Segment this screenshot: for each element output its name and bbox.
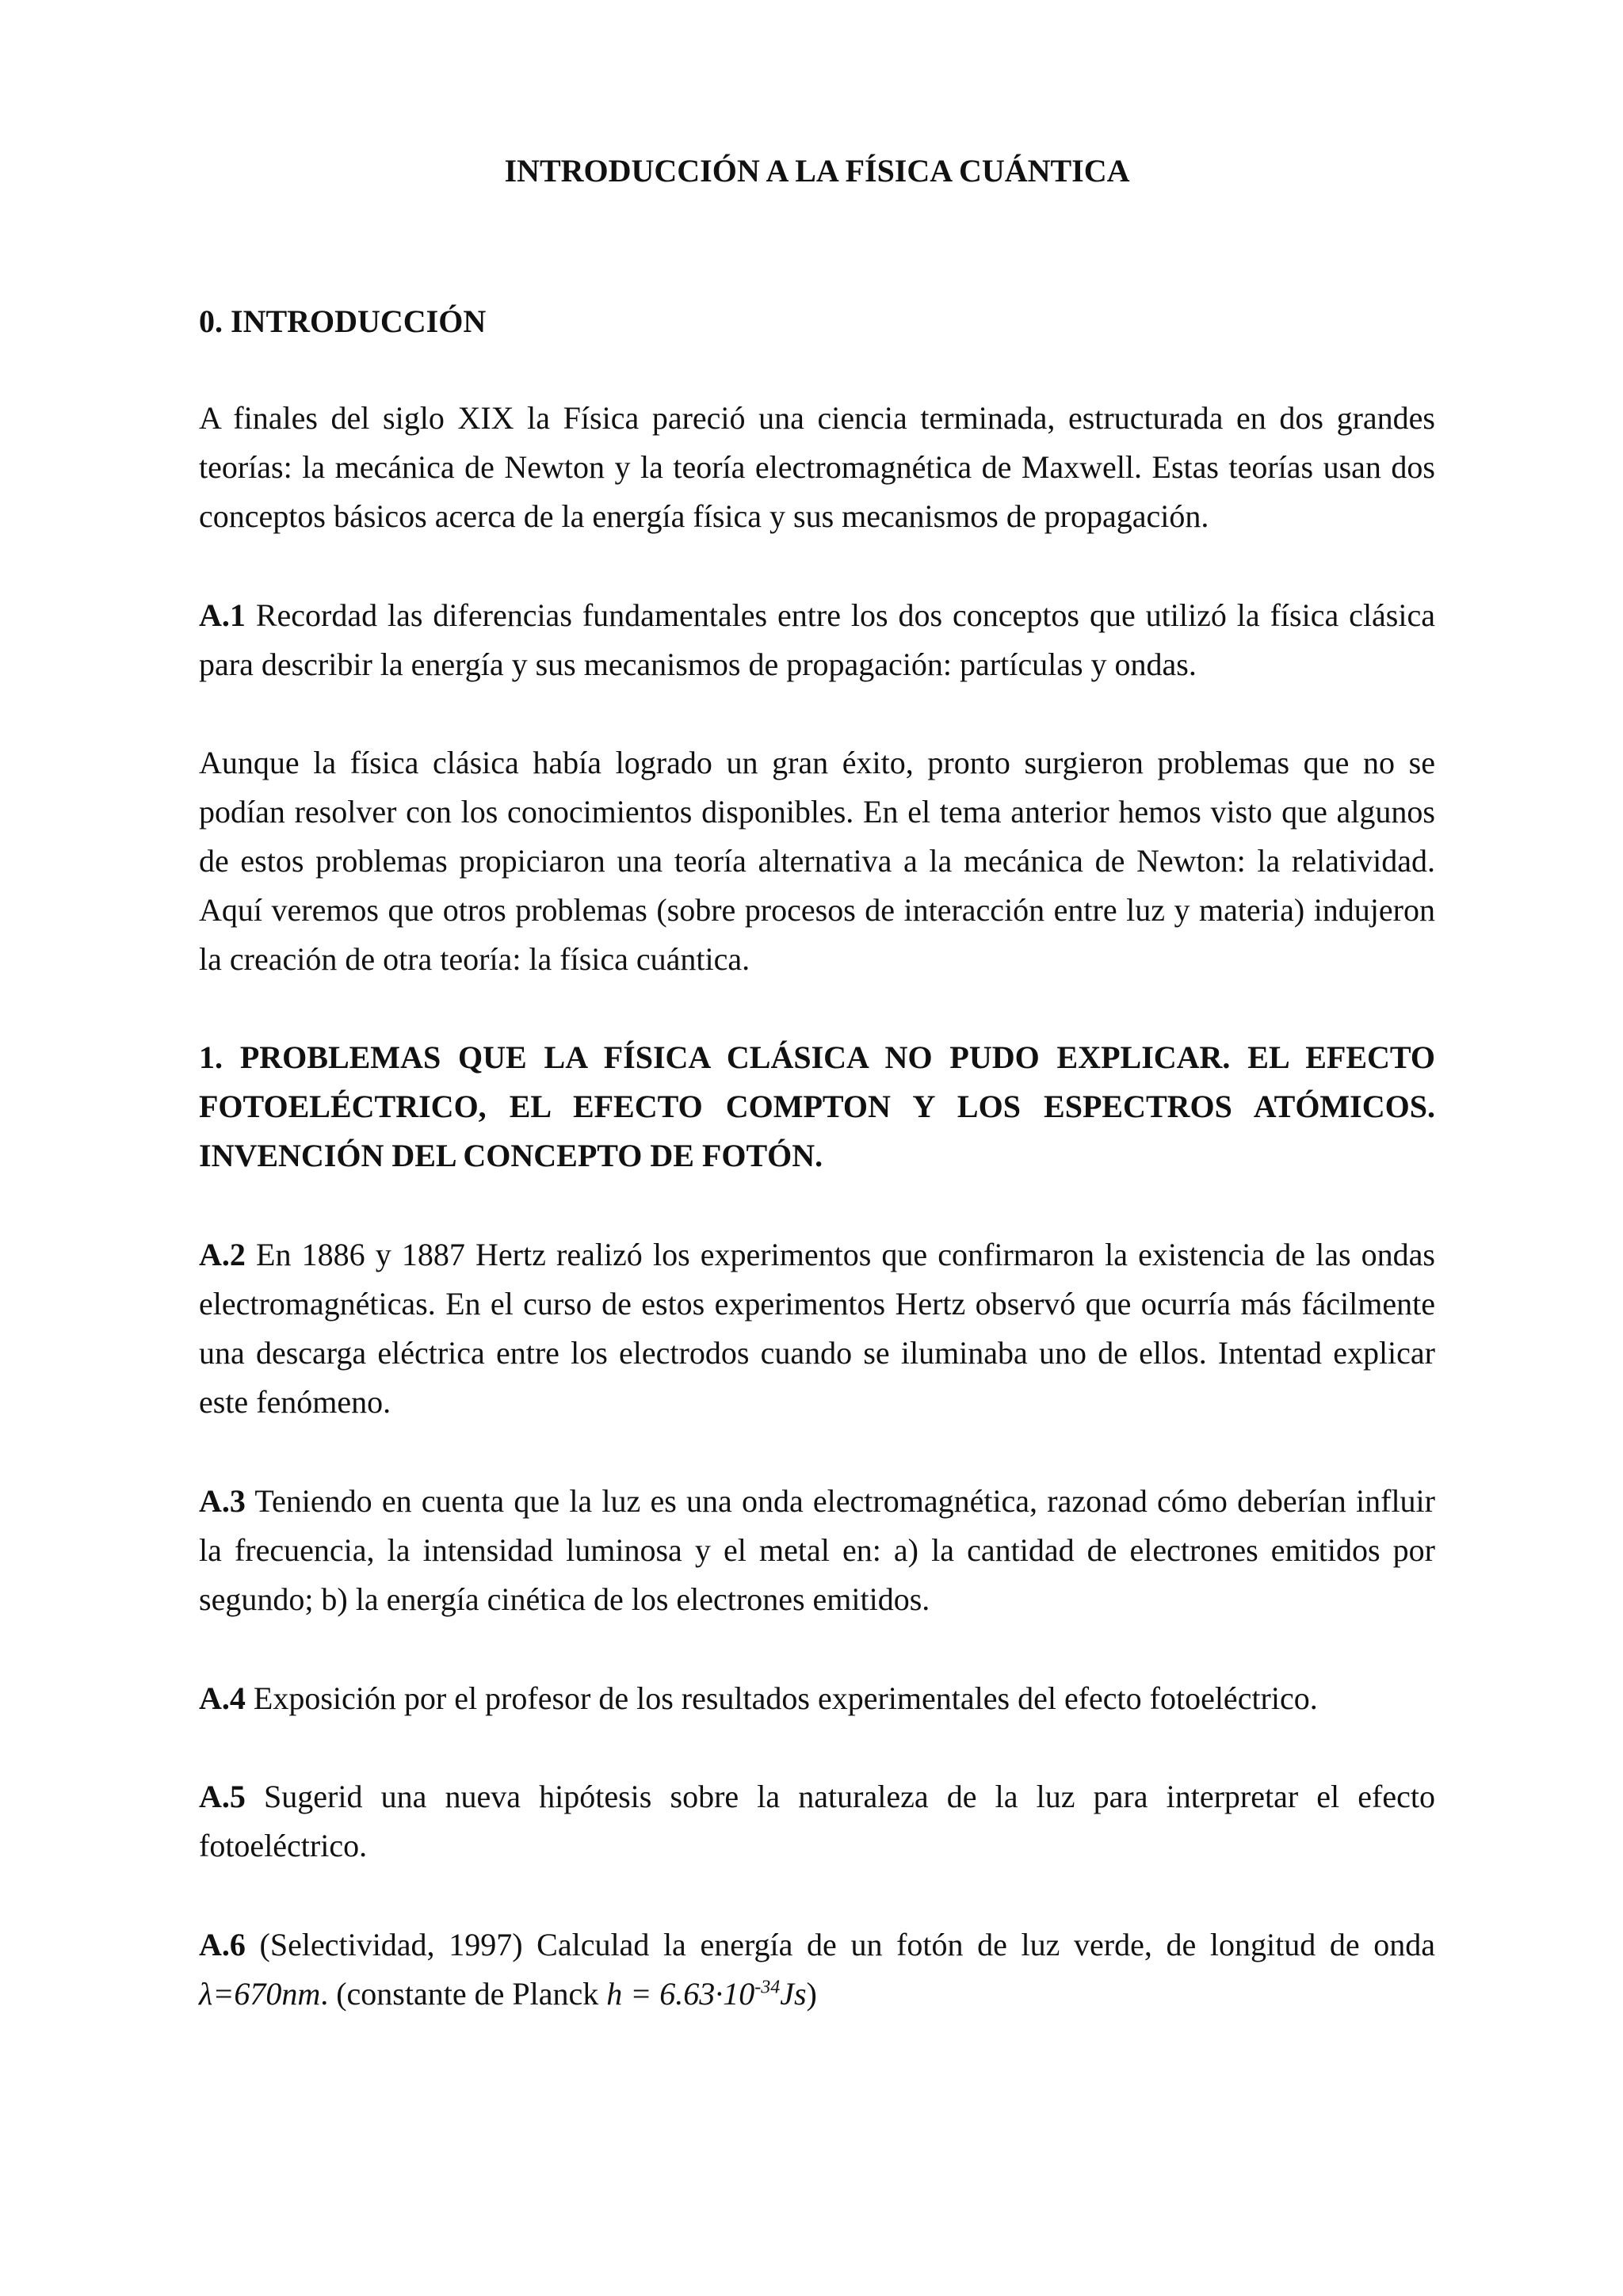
intro-paragraph: A finales del siglo XIX la Física pareció una ciencia terminada, estructurada en dos grandes teorías: la mecánica de Newton y la teoría electromagnética de Maxwell. Estas teorías usan dos conceptos básicos acerca de la energía física y sus mecanismos de propagación. [199,400,1435,534]
activity-text-middle: . (constante de Planck [320,1976,607,2012]
activity-text: Teniendo en cuenta que la luz es una onda electromagnética, razonad cómo deberían influir la frecuencia, la intensidad luminosa y el metal en: a) la cantidad de electrones emitidos por segundo; b) la energía cinética de los electrones emitidos. [199,1483,1435,1617]
activity-label: A.6 [199,1927,246,1962]
wavelength-value: λ=670nm [199,1976,321,2012]
planck-unit: Js [780,1976,807,2012]
activity-label: A.4 [199,1680,246,1716]
activity-a6 [199,1920,1435,2019]
activity-a2 [199,1230,1435,1427]
activity-a1 [199,591,1435,689]
document-title: INTRODUCCIÓN A LA FÍSICA CUÁNTICA [504,153,1130,189]
activity-a3 [199,1477,1435,1624]
activity-label: A.3 [199,1483,246,1519]
planck-constant-value: h = 6.63·10 [606,1976,755,2012]
activity-text-end: ) [806,1976,817,2012]
planck-exponent: -34 [754,1977,781,1998]
section-0-heading: 0. INTRODUCCIÓN [199,303,487,339]
activity-label: A.2 [199,1237,246,1272]
activity-text: En 1886 y 1887 Hertz realizó los experimentos que confirmaron la existencia de las ondas electromagnéticas. En el curso de estos experimentos Hertz observó que ocurría más fácilmente una descarga eléctrica entre los electrodos cuando se iluminaba uno de ellos. Intentad explicar este fenómeno. [199,1237,1435,1420]
activity-text: Exposición por el profesor de los resultados experimentales del efecto fotoeléctrico. [245,1680,1318,1716]
activity-text: Sugerid una nueva hipótesis sobre la naturaleza de la luz para interpretar el efecto fotoeléctrico. [199,1779,1435,1863]
classical-physics-paragraph: Aunque la física clásica había logrado un gran éxito, pronto surgieron problemas que no se podían resolver con los conocimientos disponibles. En el tema anterior hemos visto que algunos de estos problemas propiciaron una teoría alternativa a la mecánica de Newton: la relatividad. Aquí veremos que otros problemas (sobre procesos de interacción entre luz y materia) indujeron la creación de otra teoría: la física cuántica. [199,745,1435,977]
section-1-heading [199,1033,1435,1180]
activity-a4 [199,1674,1435,1723]
activity-text: (Selectividad, 1997) Calculad la energía de un fotón de luz verde, de longitud de onda [245,1927,1435,1962]
activity-label: A.1 [199,597,246,633]
activity-text: Recordad las diferencias fundamentales entre los dos conceptos que utilizó la física clásica para describir la energía y sus mecanismos de propagación: partículas y ondas. [199,597,1435,682]
activity-a5 [199,1772,1435,1871]
section-1-heading-text: 1. PROBLEMAS QUE LA FÍSICA CLÁSICA NO PUDO EXPLICAR. EL EFECTO FOTOELÉCTRICO, EL EFECTO COMPTON Y LOS ESPECTROS ATÓMICOS. INVENCIÓN DEL CONCEPTO DE FOTÓN. [199,1039,1435,1173]
activity-label: A.5 [199,1779,246,1814]
